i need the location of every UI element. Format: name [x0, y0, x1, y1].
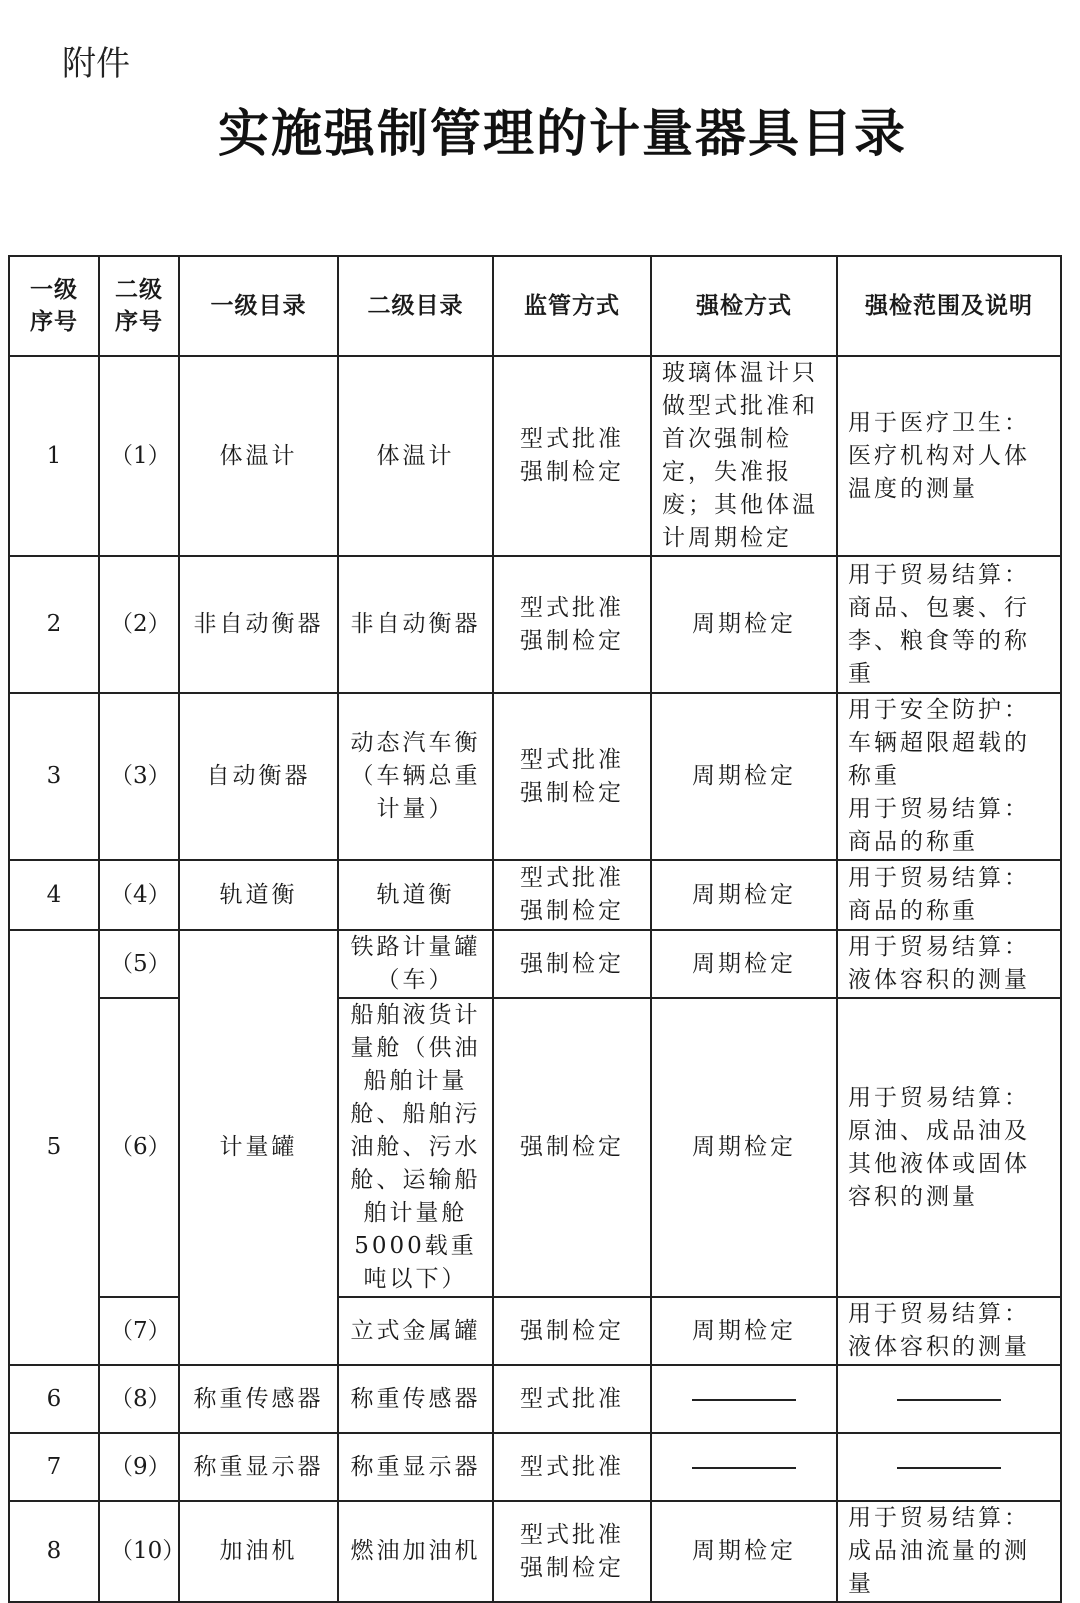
level1-category: 称重显示器: [179, 1433, 338, 1501]
level1-category: 称重传感器: [179, 1365, 338, 1433]
level2-category: 动态汽车衡（车辆总重计量）: [338, 693, 493, 860]
level2-category: 轨道衡: [338, 860, 493, 930]
level2-no: （6）: [99, 998, 179, 1297]
level1-no: 3: [9, 693, 99, 860]
empty-dash: [692, 1467, 796, 1469]
supervision-method: 强制检定: [493, 1297, 651, 1365]
col-header-supervision: 监管方式: [493, 256, 651, 356]
supervision-method: 型式批准 强制检定: [493, 356, 651, 556]
table-row: [9, 860, 1061, 930]
empty-dash: [692, 1399, 796, 1401]
table-row: [9, 356, 1061, 556]
inspection-method: 周期检定: [651, 693, 837, 860]
col-header-inspection: 强检方式: [651, 256, 837, 356]
scope-description: 用于贸易结算：原油、成品油及其他液体或固体容积的测量: [837, 998, 1061, 1297]
level2-category: 立式金属罐: [338, 1297, 493, 1365]
page-title: 实施强制管理的计量器具目录: [217, 105, 907, 164]
col-header-level2-category: 二级目录: [338, 256, 493, 356]
col-header-level2-no: 二级 序号: [99, 256, 179, 356]
level1-no: 1: [9, 356, 99, 556]
level1-category: 自动衡器: [179, 693, 338, 860]
attachment-label: 附件: [62, 44, 130, 84]
supervision-method: 型式批准 强制检定: [493, 556, 651, 693]
scope-description: 用于医疗卫生：医疗机构对人体温度的测量: [837, 356, 1061, 556]
inspection-method: 周期检定: [651, 1297, 837, 1365]
scope-description: 用于贸易结算：成品油流量的测量: [837, 1501, 1061, 1602]
col-header-level1-category: 一级目录: [179, 256, 338, 356]
level2-no: （1）: [99, 356, 179, 556]
table-row: [9, 1433, 1061, 1501]
level2-no: （3）: [99, 693, 179, 860]
table-row: [9, 1297, 1061, 1365]
scope-description: 用于安全防护：车辆超限超载的称重 用于贸易结算：商品的称重: [837, 693, 1061, 860]
scope-description: 用于贸易结算：液体容积的测量: [837, 930, 1061, 998]
inspection-method: 周期检定: [651, 930, 837, 998]
table-row: [9, 1501, 1061, 1602]
level2-no: （10）: [99, 1501, 179, 1602]
level2-category: 非自动衡器: [338, 556, 493, 693]
scope-description: 用于贸易结算：商品、包裹、行李、粮食等的称重: [837, 556, 1061, 693]
inspection-method: 周期检定: [651, 1501, 837, 1602]
supervision-method: 强制检定: [493, 998, 651, 1297]
inspection-method: [651, 1433, 837, 1501]
inspection-method: 周期检定: [651, 556, 837, 693]
supervision-method: 型式批准 强制检定: [493, 693, 651, 860]
table-row: [9, 1365, 1061, 1433]
level2-category: 称重传感器: [338, 1365, 493, 1433]
level2-category: 燃油加油机: [338, 1501, 493, 1602]
level1-no: 5: [9, 930, 99, 1365]
inspection-method: 周期检定: [651, 998, 837, 1297]
table-row: [9, 693, 1061, 860]
scope-description: [837, 1365, 1061, 1433]
scope-description: [837, 1433, 1061, 1501]
level2-category: 船舶液货计量舱（供油船舶计量舱、船舶污油舱、污水舱、运输船舶计量舱5000载重吨以下）: [338, 998, 493, 1297]
table-header-row: [9, 256, 1061, 356]
inspection-method: 周期检定: [651, 860, 837, 930]
scope-description: 用于贸易结算：商品的称重: [837, 860, 1061, 930]
level1-category: 轨道衡: [179, 860, 338, 930]
catalog-table: [8, 255, 1062, 1603]
table-row: [9, 556, 1061, 693]
table-row: [9, 998, 1061, 1297]
supervision-method: 型式批准: [493, 1365, 651, 1433]
inspection-method: 玻璃体温计只做型式批准和首次强制检定，失准报废；其他体温计周期检定: [651, 356, 837, 556]
level1-category: 非自动衡器: [179, 556, 338, 693]
col-header-level1-no: 一级 序号: [9, 256, 99, 356]
level2-no: （9）: [99, 1433, 179, 1501]
supervision-method: 型式批准 强制检定: [493, 1501, 651, 1602]
empty-dash: [897, 1467, 1001, 1469]
level1-no: 8: [9, 1501, 99, 1602]
level1-category: 体温计: [179, 356, 338, 556]
level2-no: （5）: [99, 930, 179, 998]
supervision-method: 型式批准: [493, 1433, 651, 1501]
level1-category: 加油机: [179, 1501, 338, 1602]
inspection-method: [651, 1365, 837, 1433]
table-row: [9, 930, 1061, 998]
level2-no: （7）: [99, 1297, 179, 1365]
col-header-scope: 强检范围及说明: [837, 256, 1061, 356]
level2-no: （2）: [99, 556, 179, 693]
level2-no: （8）: [99, 1365, 179, 1433]
level1-category: 计量罐: [179, 930, 338, 1365]
level1-no: 6: [9, 1365, 99, 1433]
level2-category: 体温计: [338, 356, 493, 556]
level2-category: 称重显示器: [338, 1433, 493, 1501]
scope-description: 用于贸易结算：液体容积的测量: [837, 1297, 1061, 1365]
level1-no: 2: [9, 556, 99, 693]
supervision-method: 强制检定: [493, 930, 651, 998]
empty-dash: [897, 1399, 1001, 1401]
level1-no: 7: [9, 1433, 99, 1501]
level1-no: 4: [9, 860, 99, 930]
supervision-method: 型式批准 强制检定: [493, 860, 651, 930]
level2-no: （4）: [99, 860, 179, 930]
level2-category: 铁路计量罐（车）: [338, 930, 493, 998]
